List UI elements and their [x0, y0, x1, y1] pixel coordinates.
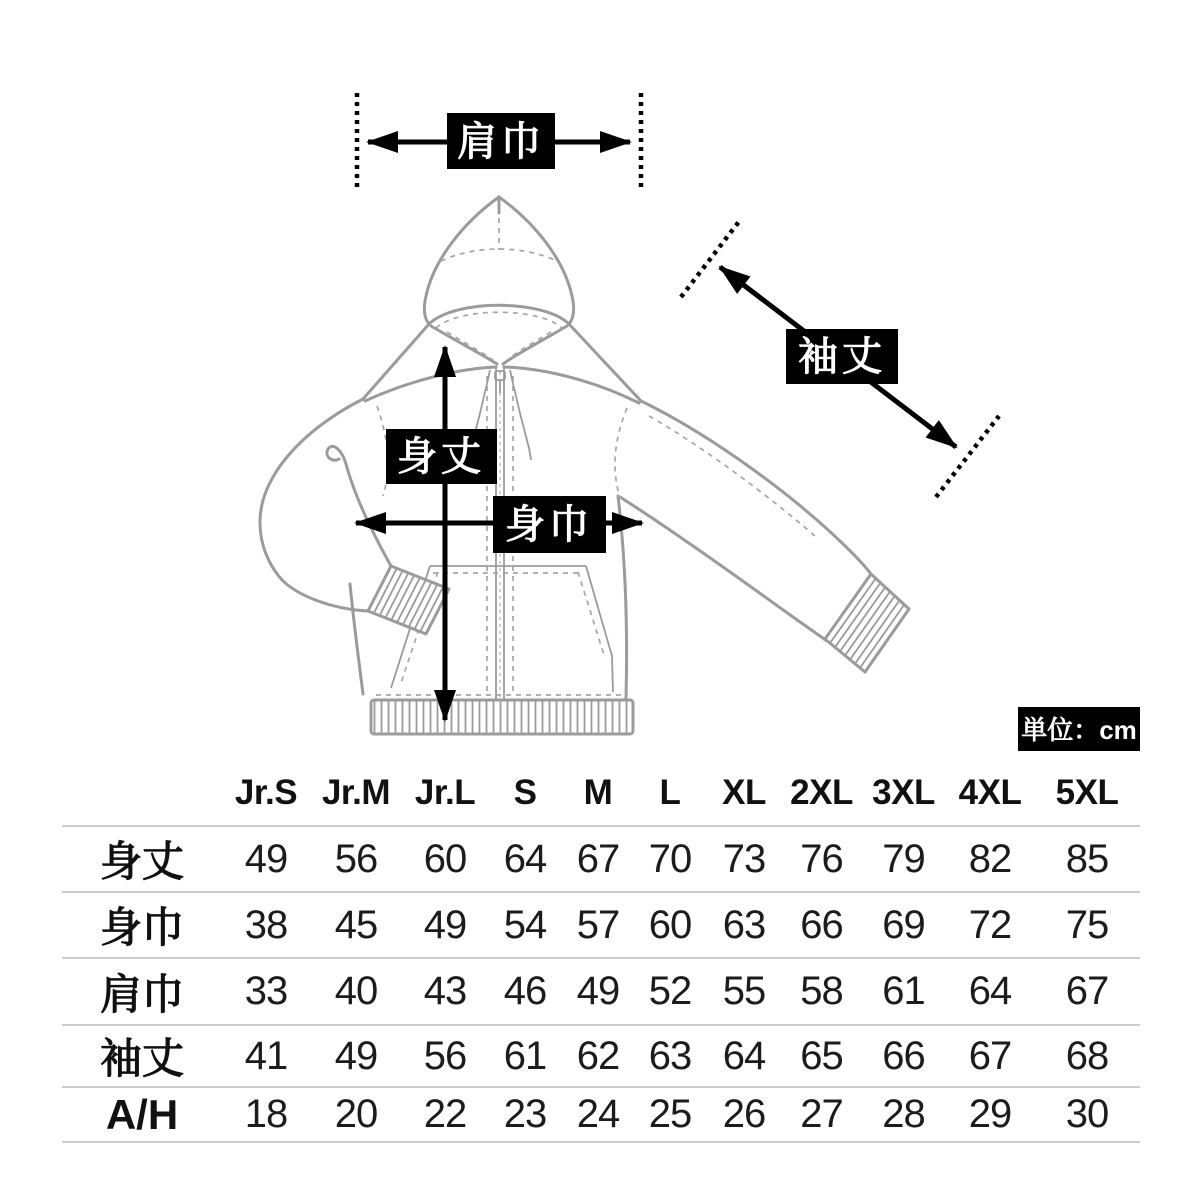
table-row-sleeve-length [62, 1025, 1140, 1087]
size-value-cell: 23 [488, 1087, 562, 1142]
size-value-cell: 65 [782, 1025, 861, 1087]
size-value-cell: 41 [222, 1025, 310, 1087]
table-row-body-width [62, 892, 1140, 958]
sleeve-guide-top [681, 219, 741, 297]
size-value-cell: 64 [946, 958, 1034, 1025]
size-value-cell: 79 [861, 826, 946, 892]
size-header-cell: 5XL [1034, 764, 1140, 826]
size-value-cell: 57 [562, 892, 634, 958]
size-value-cell: 58 [782, 958, 861, 1025]
size-value-cell: 54 [488, 892, 562, 958]
size-value-cell: 45 [310, 892, 402, 958]
sleeve-length-annotation [681, 219, 999, 497]
size-value-cell: 55 [706, 958, 782, 1025]
size-value-cell: 56 [310, 826, 402, 892]
size-value-cell: 69 [861, 892, 946, 958]
size-header-cell: Jr.L [402, 764, 488, 826]
size-value-cell: 64 [706, 1025, 782, 1087]
size-header-cell: Jr.S [222, 764, 310, 826]
size-value-cell: 60 [402, 826, 488, 892]
size-value-cell: 67 [946, 1025, 1034, 1087]
size-value-cell: 52 [634, 958, 706, 1025]
size-value-cell: 66 [782, 892, 861, 958]
size-value-cell: 27 [782, 1087, 861, 1142]
row-label: 身巾 [62, 892, 222, 958]
size-value-cell: 63 [706, 892, 782, 958]
size-value-cell: 72 [946, 892, 1034, 958]
size-value-cell: 73 [706, 826, 782, 892]
size-value-cell: 49 [222, 826, 310, 892]
size-value-cell: 49 [402, 892, 488, 958]
body-length-label: 身丈 [397, 435, 485, 479]
size-table-header-row [62, 764, 1140, 826]
size-value-cell: 66 [861, 1025, 946, 1087]
row-label: 肩巾 [62, 958, 222, 1025]
size-header-cell: 4XL [946, 764, 1034, 826]
body-length-annotation [386, 347, 497, 720]
size-header-cell: L [634, 764, 706, 826]
size-value-cell: 30 [1034, 1087, 1140, 1142]
size-value-cell: 26 [706, 1087, 782, 1142]
size-value-cell: 56 [402, 1025, 488, 1087]
size-value-cell: 40 [310, 958, 402, 1025]
size-value-cell: 63 [634, 1025, 706, 1087]
size-value-cell: 43 [402, 958, 488, 1025]
size-value-cell: 70 [634, 826, 706, 892]
size-value-cell: 64 [488, 826, 562, 892]
size-value-cell: 18 [222, 1087, 310, 1142]
table-row-shoulder-width [62, 958, 1140, 1025]
size-header-cell: 2XL [782, 764, 861, 826]
size-value-cell: 68 [1034, 1025, 1140, 1087]
size-value-cell: 28 [861, 1087, 946, 1142]
unit-badge [1018, 707, 1140, 751]
size-value-cell: 62 [562, 1025, 634, 1087]
size-value-cell: 61 [861, 958, 946, 1025]
hoodie-hem-band [371, 695, 633, 734]
row-label: A/H [62, 1087, 222, 1142]
size-table [62, 764, 1140, 1143]
size-value-cell: 24 [562, 1087, 634, 1142]
size-value-cell: 85 [1034, 826, 1140, 892]
size-value-cell: 33 [222, 958, 310, 1025]
size-value-cell: 38 [222, 892, 310, 958]
size-header-cell: Jr.M [310, 764, 402, 826]
body-width-label: 身巾 [505, 503, 593, 547]
size-value-cell: 29 [946, 1087, 1034, 1142]
size-value-cell: 60 [634, 892, 706, 958]
hoodie-illustration [260, 197, 909, 734]
size-value-cell: 25 [634, 1087, 706, 1142]
size-value-cell: 49 [310, 1025, 402, 1087]
row-label: 身丈 [62, 826, 222, 892]
size-value-cell: 20 [310, 1087, 402, 1142]
size-header-cell: M [562, 764, 634, 826]
shoulder-width-annotation [357, 93, 641, 190]
size-value-cell: 67 [562, 826, 634, 892]
size-value-cell: 22 [402, 1087, 488, 1142]
sleeve-length-label: 袖丈 [798, 335, 886, 379]
size-value-cell: 49 [562, 958, 634, 1025]
size-table-corner [62, 764, 222, 826]
table-row-armhole [62, 1087, 1140, 1142]
hoodie-right-sleeve [615, 401, 909, 672]
table-row-body-length [62, 826, 1140, 892]
size-value-cell: 61 [488, 1025, 562, 1087]
size-header-cell: XL [706, 764, 782, 826]
sleeve-guide-bottom [936, 416, 999, 497]
body-width-annotation [356, 496, 642, 553]
unit-badge-text: 単位：cm [1021, 715, 1137, 745]
size-value-cell: 76 [782, 826, 861, 892]
size-header-cell: S [488, 764, 562, 826]
size-value-cell: 67 [1034, 958, 1140, 1025]
row-label: 袖丈 [62, 1025, 222, 1087]
size-value-cell: 75 [1034, 892, 1140, 958]
size-header-cell: 3XL [861, 764, 946, 826]
size-value-cell: 82 [946, 826, 1034, 892]
size-value-cell: 46 [488, 958, 562, 1025]
shoulder-width-label: 肩巾 [457, 120, 545, 164]
